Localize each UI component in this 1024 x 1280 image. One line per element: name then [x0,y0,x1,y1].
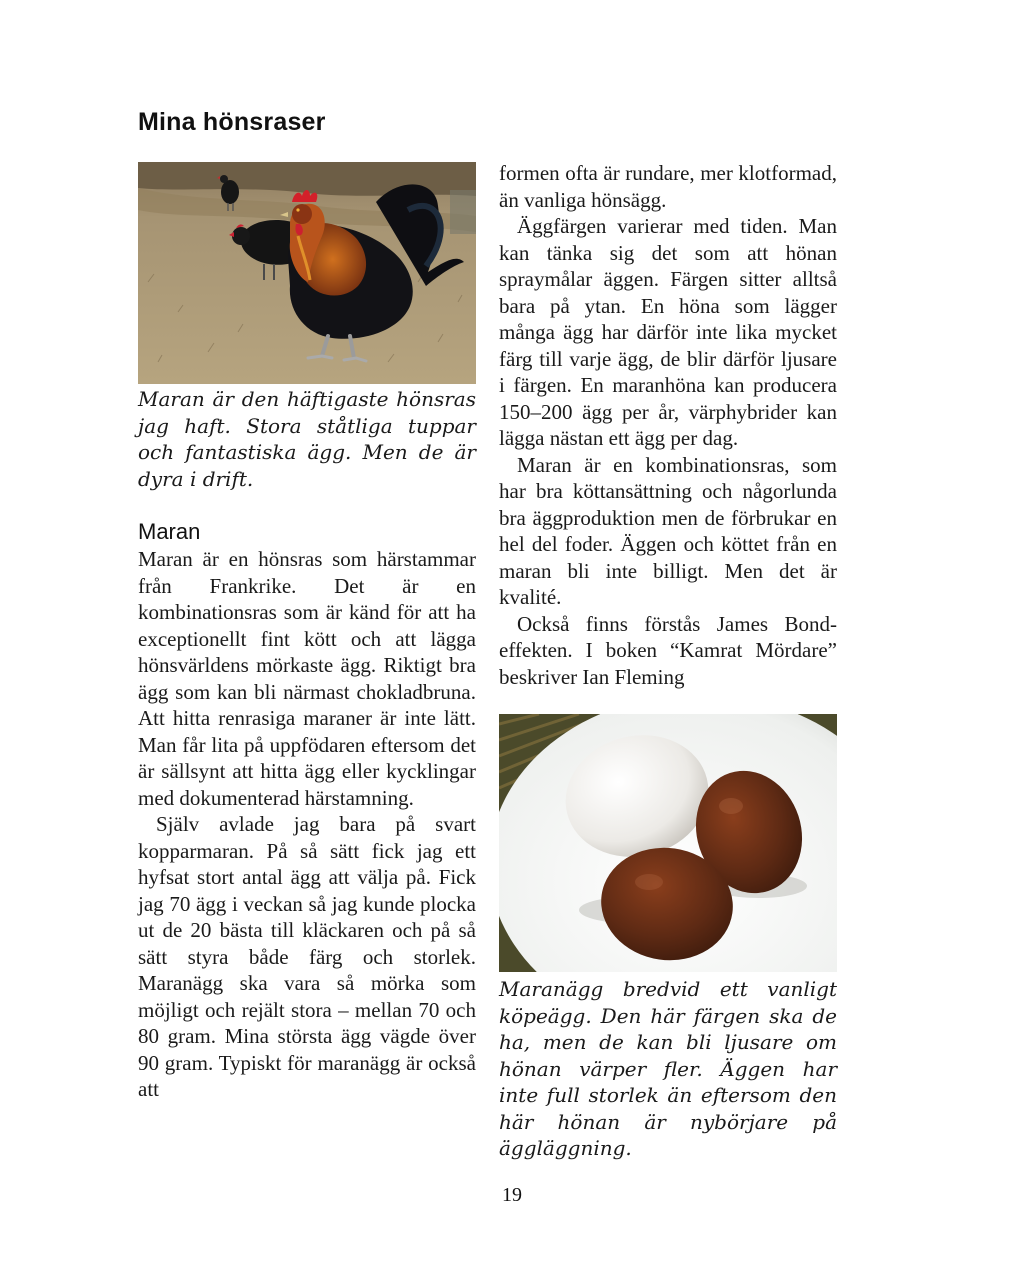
body-paragraph-3: formen ofta är rundare, mer klotformad, än vanliga hönsägg. [499,161,837,212]
left-column [138,162,476,1103]
rooster-photo-caption: Maran är den häftigaste hönsras jag haft. Stora ståtliga tuppar och fantastiska ägg. Men de är dyra i drift. [138,387,476,491]
body-paragraph-5: Maran är en kombinationsras, som har bra köttansättning och någorlunda bra äggproduktion men de förbrukar en hel del foder. Äggen och köttet från en maran bli inte billigt. Men det är kvalité. [499,452,837,609]
page-number: 19 [502,1184,522,1206]
section-heading-maran: Maran [138,519,201,544]
eggs-photo [499,714,837,972]
body-paragraph-4: Äggfärgen varierar med tiden. Man kan tänka sig det som att hönan spraymålar äggen. Färgen sitter alltså bara på ytan. En höna som lägger många ägg har därför inte lika mycket färg till varje ägg, de blir därför ljusare i färgen. En maranhöna kan producera 150–200 ägg per år, värphybrider kan lägga nästan ett ägg per dag. [499,214,837,450]
body-paragraph-2: Själv avlade jag bara på svart kopparmaran. På så sätt fick jag ett hyfsat stort antal ägg att välja på. Fick jag 70 ägg i veckan så jag kunde plocka ut de 20 bästa till kläckaren och på så sätt styra både färg och storlek. Maranägg ska vara så mörka som möjligt och rejält stora – mellan 70 och 80 gram. Mina största ägg vägde över 90 gram. Typiskt för maranägg är också att [138,812,476,1101]
eggs-photo-caption: Maranägg bredvid ett vanligt köpeägg. Den här färgen ska de ha, men de kan bli ljusare om hönan värper fler. Äggen har inte full storlek än eftersom den här hönan är nybörjare på äggläggning. [499,977,837,1160]
right-column [499,160,837,1162]
rooster-photo [138,162,476,384]
body-paragraph-6: Också finns förstås James Bond-effekten. I boken “Kamrat Mördare” beskriver Ian Fleming [499,611,837,689]
body-paragraph-1: Maran är en hönsras som härstammar från Frankrike. Det är en kombinationsras som är känd för att ha exceptionellt fint kött och att lägga hönsvärldens mörkaste ägg. Riktigt bra ägg som kan bli närmast chokladbruna. Att hitta renrasiga maraner är inte lätt. Man får lita på uppfödaren eftersom det är sällsynt att hitta ägg eller kycklingar med dokumenterad härstamning. [138,547,476,810]
page-title: Mina hönsraser [138,108,326,136]
